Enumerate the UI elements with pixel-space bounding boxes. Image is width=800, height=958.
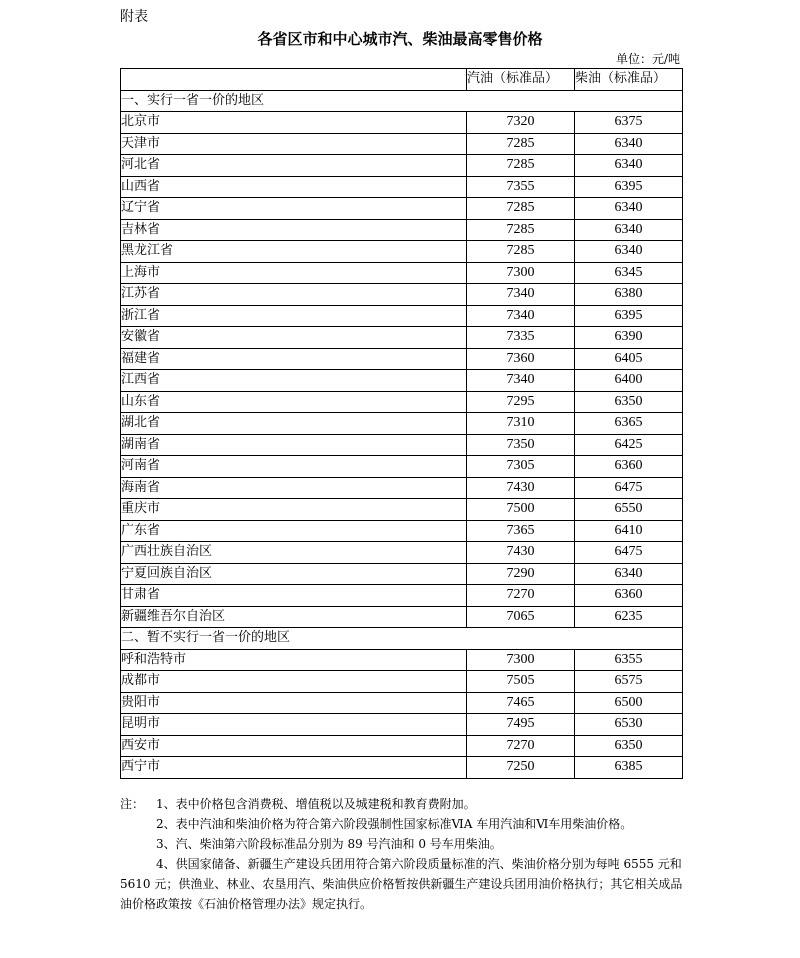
gasoline-price: 7285	[467, 133, 575, 155]
region-name: 昆明市	[121, 714, 467, 736]
region-name: 呼和浩特市	[121, 649, 467, 671]
gasoline-price: 7270	[467, 585, 575, 607]
diesel-price: 6425	[575, 434, 683, 456]
region-name: 浙江省	[121, 305, 467, 327]
diesel-price: 6350	[575, 391, 683, 413]
gasoline-price: 7430	[467, 477, 575, 499]
region-name: 山西省	[121, 176, 467, 198]
table-row	[121, 327, 683, 349]
gasoline-price: 7340	[467, 284, 575, 306]
region-name: 贵阳市	[121, 692, 467, 714]
table-row	[121, 456, 683, 478]
table-row	[121, 649, 683, 671]
gasoline-price: 7430	[467, 542, 575, 564]
table-row	[121, 413, 683, 435]
region-name: 福建省	[121, 348, 467, 370]
note-2: 2、表中汽油和柴油价格为符合第六阶段强制性国家标准ⅥA 车用汽油和Ⅵ车用柴油价格。	[156, 817, 633, 831]
diesel-price: 6475	[575, 542, 683, 564]
diesel-price: 6380	[575, 284, 683, 306]
section-label: 二、暂不实行一省一价的地区	[121, 628, 683, 650]
table-row	[121, 262, 683, 284]
diesel-price: 6550	[575, 499, 683, 521]
diesel-price: 6340	[575, 241, 683, 263]
gasoline-price: 7335	[467, 327, 575, 349]
table-row	[121, 757, 683, 779]
header-blank-cell	[121, 69, 467, 91]
diesel-price: 6395	[575, 305, 683, 327]
table-row	[121, 692, 683, 714]
region-name: 西宁市	[121, 757, 467, 779]
notes	[120, 794, 686, 914]
gasoline-price: 7290	[467, 563, 575, 585]
table-row	[121, 198, 683, 220]
gasoline-price: 7350	[467, 434, 575, 456]
region-name: 山东省	[121, 391, 467, 413]
region-name: 天津市	[121, 133, 467, 155]
note-1-text: 1、表中价格包含消费税、增值税以及城建税和教育费附加。	[156, 797, 476, 811]
region-name: 宁夏回族自治区	[121, 563, 467, 585]
gasoline-price: 7250	[467, 757, 575, 779]
table-row	[121, 563, 683, 585]
gasoline-price: 7300	[467, 649, 575, 671]
gasoline-price: 7495	[467, 714, 575, 736]
region-name: 安徽省	[121, 327, 467, 349]
table-row	[121, 542, 683, 564]
section-label: 一、实行一省一价的地区	[121, 90, 683, 112]
gasoline-price: 7500	[467, 499, 575, 521]
region-name: 海南省	[121, 477, 467, 499]
gasoline-price: 7340	[467, 370, 575, 392]
gasoline-price: 7310	[467, 413, 575, 435]
header-diesel: 柴油（标准品）	[575, 69, 683, 91]
table-body	[121, 90, 683, 778]
gasoline-price: 7285	[467, 155, 575, 177]
gasoline-price: 7365	[467, 520, 575, 542]
note-4: 4、供国家储备、新疆生产建设兵团用符合第六阶段质量标准的汽、柴油价格分别为每吨 6555 元和 5610 元；供渔业、林业、农垦用汽、柴油供应价格暂按供新疆生产建设兵团用油价格执行；其它相关成品油价格政策按《石油价格管理办法》规定执行。	[120, 857, 683, 911]
region-name: 上海市	[121, 262, 467, 284]
region-name: 河北省	[121, 155, 467, 177]
diesel-price: 6390	[575, 327, 683, 349]
region-name: 辽宁省	[121, 198, 467, 220]
gasoline-price: 7355	[467, 176, 575, 198]
appendix-label: 附表	[120, 9, 148, 25]
diesel-price: 6475	[575, 477, 683, 499]
gasoline-price: 7285	[467, 241, 575, 263]
diesel-price: 6405	[575, 348, 683, 370]
header-gasoline: 汽油（标准品）	[467, 69, 575, 91]
region-name: 江西省	[121, 370, 467, 392]
table-row	[121, 133, 683, 155]
region-name: 新疆维吾尔自治区	[121, 606, 467, 628]
gasoline-price: 7270	[467, 735, 575, 757]
gasoline-price: 7285	[467, 198, 575, 220]
gasoline-price: 7340	[467, 305, 575, 327]
table-row	[121, 284, 683, 306]
table-row	[121, 155, 683, 177]
gasoline-price: 7320	[467, 112, 575, 134]
region-name: 江苏省	[121, 284, 467, 306]
diesel-price: 6410	[575, 520, 683, 542]
diesel-price: 6360	[575, 456, 683, 478]
table-row	[121, 241, 683, 263]
table-row	[121, 520, 683, 542]
gasoline-price: 7505	[467, 671, 575, 693]
gasoline-price: 7065	[467, 606, 575, 628]
table-row	[121, 176, 683, 198]
table-row	[121, 499, 683, 521]
table-row	[121, 348, 683, 370]
region-name: 湖南省	[121, 434, 467, 456]
diesel-price: 6350	[575, 735, 683, 757]
diesel-price: 6360	[575, 585, 683, 607]
table-row	[121, 714, 683, 736]
region-name: 黑龙江省	[121, 241, 467, 263]
table-header-row	[121, 69, 683, 91]
region-name: 吉林省	[121, 219, 467, 241]
gasoline-price: 7465	[467, 692, 575, 714]
region-name: 广西壮族自治区	[121, 542, 467, 564]
notes-label: 注：	[120, 797, 145, 811]
diesel-price: 6375	[575, 112, 683, 134]
page-title: 各省区市和中心城市汽、柴油最高零售价格	[257, 30, 543, 48]
table-row	[121, 219, 683, 241]
table-row	[121, 585, 683, 607]
table-row	[121, 606, 683, 628]
section-row	[121, 90, 683, 112]
region-name: 成都市	[121, 671, 467, 693]
table-row	[121, 391, 683, 413]
diesel-price: 6385	[575, 757, 683, 779]
diesel-price: 6355	[575, 649, 683, 671]
diesel-price: 6340	[575, 198, 683, 220]
diesel-price: 6575	[575, 671, 683, 693]
gasoline-price: 7300	[467, 262, 575, 284]
table-row	[121, 305, 683, 327]
section-row	[121, 628, 683, 650]
region-name: 河南省	[121, 456, 467, 478]
table-row	[121, 370, 683, 392]
diesel-price: 6365	[575, 413, 683, 435]
gasoline-price: 7295	[467, 391, 575, 413]
region-name: 西安市	[121, 735, 467, 757]
price-table	[120, 68, 683, 779]
region-name: 湖北省	[121, 413, 467, 435]
diesel-price: 6345	[575, 262, 683, 284]
unit-label: 单位：元/吨	[615, 52, 680, 66]
diesel-price: 6340	[575, 133, 683, 155]
diesel-price: 6400	[575, 370, 683, 392]
gasoline-price: 7285	[467, 219, 575, 241]
table-row	[121, 671, 683, 693]
table-row	[121, 112, 683, 134]
diesel-price: 6340	[575, 563, 683, 585]
table-row	[121, 434, 683, 456]
gasoline-price: 7305	[467, 456, 575, 478]
diesel-price: 6340	[575, 155, 683, 177]
region-name: 甘肃省	[121, 585, 467, 607]
diesel-price: 6500	[575, 692, 683, 714]
table-row	[121, 735, 683, 757]
note-3: 3、汽、柴油第六阶段标准品分别为 89 号汽油和 0 号车用柴油。	[156, 837, 502, 851]
region-name: 北京市	[121, 112, 467, 134]
table-row	[121, 477, 683, 499]
note-1	[120, 794, 686, 814]
region-name: 重庆市	[121, 499, 467, 521]
diesel-price: 6340	[575, 219, 683, 241]
diesel-price: 6395	[575, 176, 683, 198]
region-name: 广东省	[121, 520, 467, 542]
gasoline-price: 7360	[467, 348, 575, 370]
diesel-price: 6530	[575, 714, 683, 736]
diesel-price: 6235	[575, 606, 683, 628]
